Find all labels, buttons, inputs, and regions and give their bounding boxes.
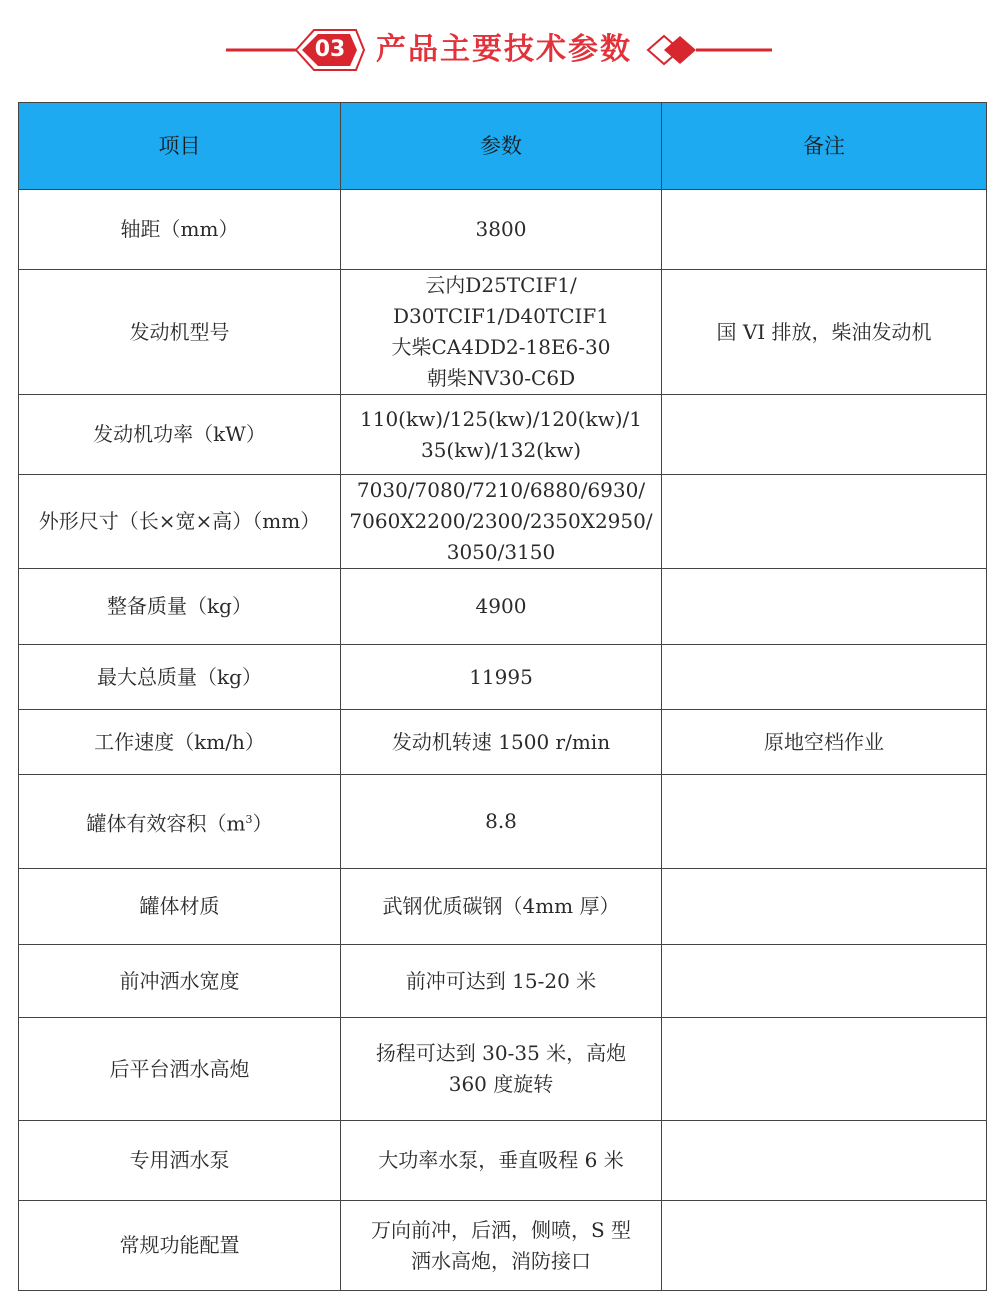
value-line: 大柴CA4DD2-18E6-30	[391, 335, 611, 359]
row-item: 工作速度（km/h）	[19, 710, 341, 775]
value-line: 7060X2200/2300/2350X2950/	[349, 509, 653, 533]
row-item: 前冲洒水宽度	[19, 945, 341, 1018]
row-note	[662, 775, 987, 869]
table-row	[19, 569, 987, 645]
value-line: 扬程可达到 30-35 米，高炮	[375, 1041, 627, 1065]
row-value: 3800	[341, 190, 662, 270]
table-row	[19, 395, 987, 475]
row-value: 发动机转速 1500 r/min	[341, 710, 662, 775]
column-header-note: 备注	[662, 103, 987, 190]
row-item: 后平台洒水高炮	[19, 1018, 341, 1121]
row-note	[662, 475, 987, 569]
superscript: 3	[245, 812, 253, 826]
value-line: D30TCIF1/D40TCIF1	[393, 304, 609, 328]
row-value	[341, 475, 662, 569]
value-line: 110(kw)/125(kw)/120(kw)/1	[360, 406, 642, 431]
page-title: 产品主要技术参数	[376, 32, 632, 67]
row-value	[341, 1018, 662, 1121]
table-row	[19, 475, 987, 569]
column-header-value: 参数	[341, 103, 662, 190]
row-note	[662, 1201, 987, 1291]
row-note	[662, 1121, 987, 1201]
value-line: 万向前冲，后洒，侧喷，S 型	[370, 1217, 632, 1242]
table-row	[19, 775, 987, 869]
section-header	[0, 0, 1000, 100]
value-line: 35(kw)/132(kw)	[420, 437, 582, 462]
row-item	[19, 775, 341, 869]
value-line: 3050/3150	[446, 540, 556, 564]
table-row	[19, 270, 987, 395]
table-row	[19, 1018, 987, 1121]
row-value: 11995	[341, 645, 662, 710]
row-note	[662, 190, 987, 270]
row-note: 原地空档作业	[662, 710, 987, 775]
row-value: 4900	[341, 569, 662, 645]
value-line: 朝柴NV30-C6D	[426, 366, 576, 390]
row-item: 轴距（mm）	[19, 190, 341, 270]
row-note	[662, 395, 987, 475]
row-item: 整备质量（kg）	[19, 569, 341, 645]
value-line: 7030/7080/7210/6880/6930/	[356, 478, 646, 502]
spec-table	[18, 102, 987, 1291]
row-value: 大功率水泵，垂直吸程 6 米	[341, 1121, 662, 1201]
value-line: 洒水高炮，消防接口	[411, 1248, 591, 1273]
row-note	[662, 945, 987, 1018]
value-line: 360 度旋转	[448, 1072, 554, 1096]
table-row	[19, 645, 987, 710]
column-header-item: 项目	[19, 103, 341, 190]
row-value	[341, 395, 662, 475]
row-value: 8.8	[341, 775, 662, 869]
section-number: 03	[314, 37, 346, 62]
row-item: 专用洒水泵	[19, 1121, 341, 1201]
row-item: 常规功能配置	[19, 1201, 341, 1291]
row-note	[662, 645, 987, 710]
row-note: 国 VI 排放，柴油发动机	[662, 270, 987, 395]
table-row	[19, 710, 987, 775]
value-line: 云内D25TCIF1/	[425, 273, 577, 297]
row-note	[662, 869, 987, 945]
table-row	[19, 1121, 987, 1201]
row-item: 罐体材质	[19, 869, 341, 945]
row-item: 发动机型号	[19, 270, 341, 395]
table-row	[19, 1201, 987, 1291]
table-row	[19, 869, 987, 945]
table-row	[19, 945, 987, 1018]
row-value: 武钢优质碳钢（4mm 厚）	[341, 869, 662, 945]
row-item: 最大总质量（kg）	[19, 645, 341, 710]
table-row	[19, 190, 987, 270]
row-item: 外形尺寸（长×宽×高）（mm）	[19, 475, 341, 569]
table-header-row	[19, 103, 987, 190]
row-note	[662, 569, 987, 645]
row-value	[341, 270, 662, 395]
item-text-end: ）	[252, 811, 273, 836]
row-note	[662, 1018, 987, 1121]
item-text: 罐体有效容积（m	[86, 811, 246, 836]
row-value	[341, 1201, 662, 1291]
row-item: 发动机功率（kW）	[19, 395, 341, 475]
row-value: 前冲可达到 15-20 米	[341, 945, 662, 1018]
